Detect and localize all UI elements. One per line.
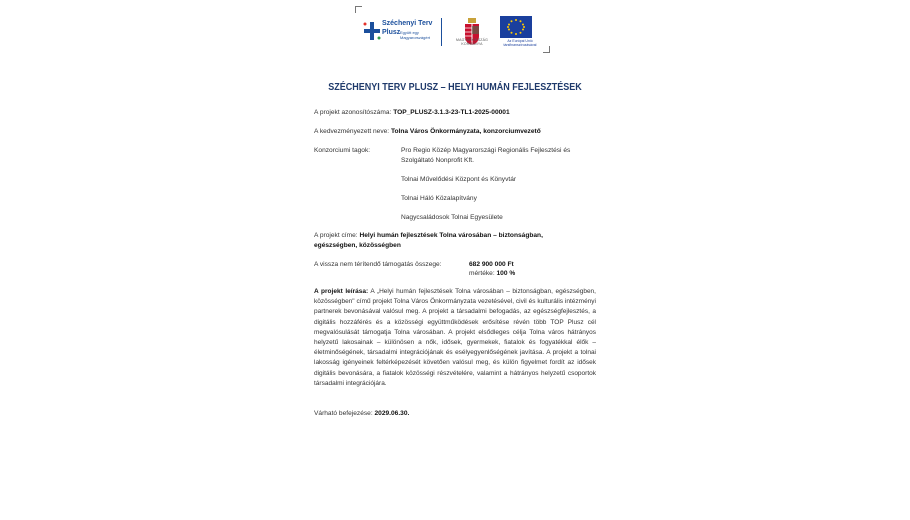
szechenyi-tagline: Együtt egy Magyarországért bbox=[400, 30, 431, 40]
eu-flag-icon bbox=[500, 16, 532, 38]
project-name-label: A projekt címe: bbox=[314, 232, 358, 239]
eu-label: Az Európai Unió társfinanszírozásával bbox=[503, 39, 537, 47]
szechenyi-title: Széchenyi Terv bbox=[382, 20, 433, 27]
szechenyi-mark-icon bbox=[362, 20, 382, 42]
beneficiary-label: A kedvezményezett neve: bbox=[314, 128, 390, 135]
completion-row bbox=[314, 410, 409, 417]
project-id-row bbox=[314, 109, 510, 116]
grant-rate-row bbox=[469, 270, 515, 277]
logo-divider bbox=[441, 18, 442, 46]
description-text: A „Helyi humán fejlesztések Tolna városában – biztonságban, egészségben, közösségben" című projekt Tolna Város Önkormányzata vezetésével, civil és kulturális intézményi partnerek bevonásával valósul meg. A projekt a társadalmi befogadás, az egészségfejlesztés, a digitális hozzáférés és a közösségi együttműködések erősítése révén több TOP Plusz cél megvalósulását támogatja Tolna városában. A projekt elsődleges célja Tolna város hátrányos helyzetű lakosainak – különösen a nők, idősek, gyermekek, fiatalok és fogyatékkal élők – életminőségének, társadalmi integrációjának és esélyegyenlőségének javítása. A projekt a tolnai lakosság igényeinek feltérképezését követően valósul meg, és külön figyelmet fordít az idősek digitális bevonására, a fiatalok közösségi részvételére, valamint a hátrányos helyzetű csoportok társadalmi integrációjára. bbox=[314, 288, 596, 387]
grant-amount-value: 682 900 000 Ft bbox=[469, 261, 514, 268]
logo-frame-corner-bottom bbox=[543, 46, 550, 53]
hungarian-coat-of-arms-icon bbox=[457, 16, 487, 52]
beneficiary-row bbox=[314, 128, 541, 135]
grant-rate-value: 100 % bbox=[496, 270, 516, 277]
completion-date: 2029.06.30. bbox=[374, 410, 410, 417]
project-id-label: A projekt azonosítószáma: bbox=[314, 109, 392, 116]
project-name-line-2: egészségben, közösségben bbox=[314, 242, 401, 249]
project-description bbox=[314, 287, 596, 389]
document-title: SZÉCHENYI TERV PLUSZ – HELYI HUMÁN FEJLESZTÉSEK bbox=[328, 82, 582, 93]
consortium-member: Nagycsaládosok Tolnai Egyesülete bbox=[401, 214, 503, 221]
grant-amount bbox=[469, 261, 514, 268]
completion-label: Várható befejezése: bbox=[314, 410, 373, 417]
project-id-value: TOP_PLUSZ-3.1.3-23-TL1-2025-00001 bbox=[393, 109, 510, 116]
grant-label: A vissza nem térítendő támogatás összege: bbox=[314, 261, 442, 268]
project-name-line-2-row bbox=[314, 242, 401, 249]
consortium-member: Tolnai Művelődési Központ és Könyvtár bbox=[401, 176, 517, 183]
beneficiary-value: Tolna Város Önkormányzata, konzorciumvezető bbox=[390, 128, 541, 135]
project-name-row bbox=[314, 232, 543, 239]
description-label: A projekt leírása: bbox=[314, 288, 369, 295]
consortium-member: Tolnai Háló Közalapítvány bbox=[401, 195, 477, 202]
consortium-member: Pro Regio Közép Magyarországi Regionális Fejlesztési és Szolgáltató Nonprofit Kft. bbox=[401, 147, 571, 164]
project-name-line-1: Helyi humán fejlesztések Tolna városában – biztonságban, bbox=[359, 232, 543, 239]
consortium-label: Konzorciumi tagok: bbox=[314, 147, 371, 154]
gov-label: MAGYARORSZÁG KORMÁNYA bbox=[455, 38, 489, 46]
logo-frame-corner-top bbox=[355, 6, 362, 13]
szechenyi-plus: Plusz bbox=[382, 29, 401, 36]
szechenyi-terv-logo bbox=[362, 18, 447, 48]
grant-rate-label: mértéke: bbox=[469, 270, 495, 277]
